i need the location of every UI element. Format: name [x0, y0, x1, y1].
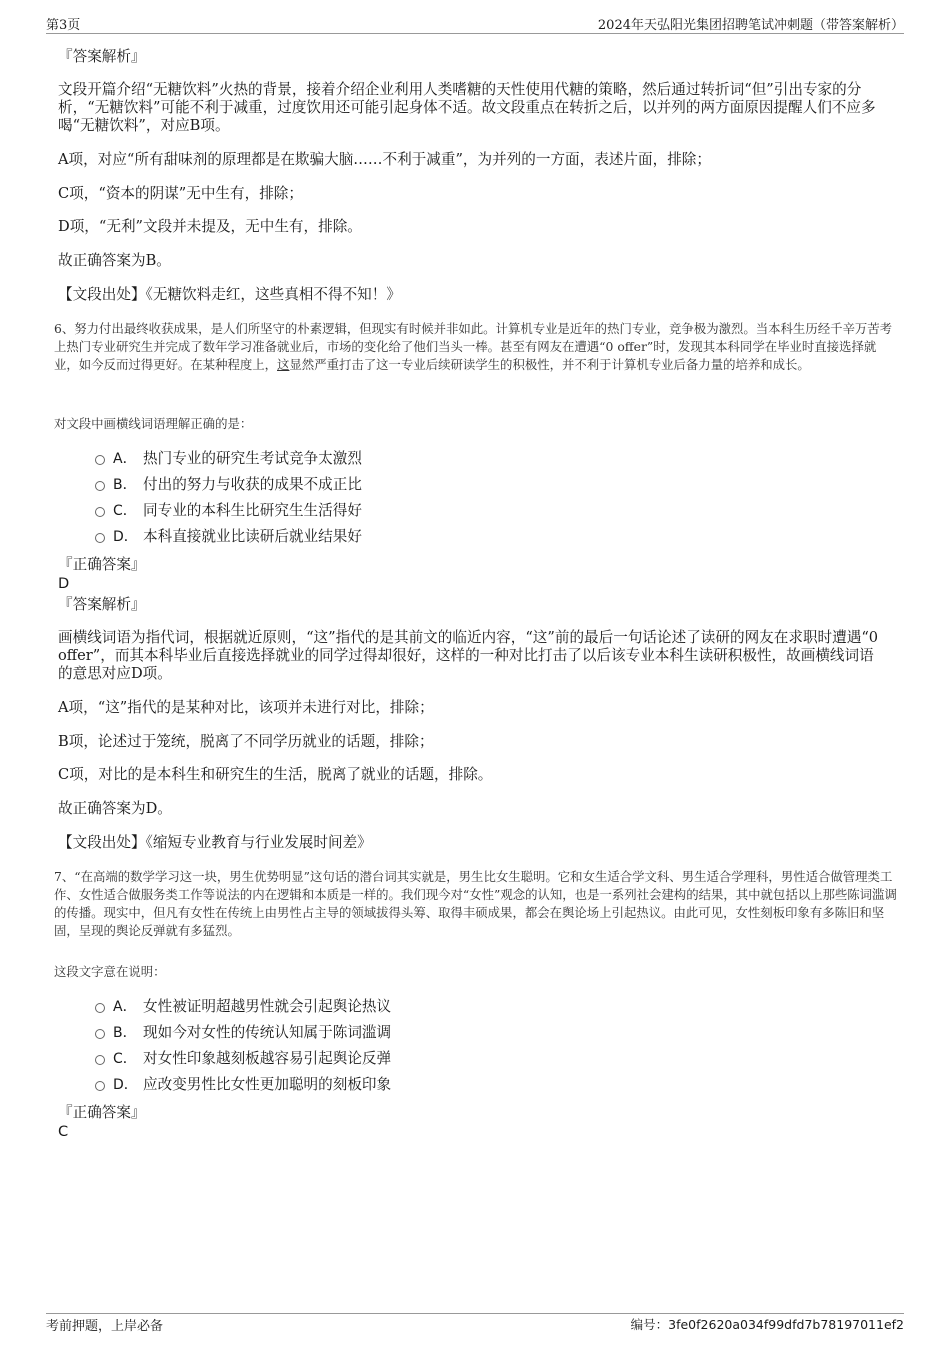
option-c-analysis: C项，对比的是本科生和研究生的生活，脱离了就业的话题，排除。: [58, 766, 493, 783]
q6-option-d[interactable]: D． 本科直接就业比读研后就业结果好: [95, 528, 362, 546]
q6-option-b[interactable]: B． 付出的努力与收获的成果不成正比: [95, 476, 362, 494]
question-7-text: 7、“在高端的数学学习这一块，男生优势明显”这句话的潜台词其实就是，男生比女生聪明。它和女生适合学文科、男生适合学理科，男性适合做管理类工作、女性适合做服务类工作等说法的内在逻辑和本质是一样的。我们现今对“女性”观念的认知，也是一系列社会建构的结果，其中就包括以上那些陈词滥调的传播。现实中，但凡有女性在传统上由男性占主导的领域拔得头筹、取得丰硕成果，都会在舆论场上引起热议。由此可见，女性刻板印象有多陈旧和坚固，呈现的舆论反弹就有多猛烈。: [54, 869, 897, 938]
conclusion: 故正确答案为B。: [58, 252, 171, 269]
radio-icon[interactable]: [95, 1055, 105, 1065]
correct-answer-label: 『正确答案』: [58, 1104, 146, 1121]
radio-icon[interactable]: [95, 1003, 105, 1013]
option-a-analysis: A项，对应“所有甜味剂的原理都是在欺骗大脑……不利于减重”，为并列的一方面，表述片面，排除；: [58, 151, 711, 168]
source-citation: 【文段出处】《无糖饮料走红，这些真相不得不知！》: [58, 286, 401, 303]
correct-answer: C: [58, 1123, 69, 1140]
footer-slogan: 考前押题，上岸必备: [46, 1319, 164, 1334]
question-6-text: 6、努力付出最终收获成果，是人们所坚守的朴素逻辑，但现实有时候并非如此。计算机专业是近年的热门专业，竞争极为激烈。当本科生历经千辛万苦考上热门专业研究生并完成了数年学习准备就业后，市场的变化给了他们当头一棒。甚至有网友在遭遇“0 offer”时，发现其本科同学在毕业时直接选择就业，如今反而过得更好。在某种程度上，这显然严重打击了这一专业后续研读学生的积极性，并不利于计算机专业后备力量的培养和成长。: [54, 321, 893, 372]
header-divider: [46, 33, 904, 34]
underlined-word: 这: [277, 357, 290, 372]
source-citation: 【文段出处】《缩短专业教育与行业发展时间差》: [58, 834, 372, 851]
option-d-analysis: D项，“无利”文段并未提及，无中生有，排除。: [58, 218, 362, 235]
radio-icon[interactable]: [95, 507, 105, 517]
question-6-prompt: 对文段中画横线词语理解正确的是：: [54, 416, 253, 431]
radio-icon[interactable]: [95, 1081, 105, 1091]
option-b-analysis: B项，论述过于笼统，脱离了不同学历就业的话题，排除；: [58, 733, 434, 750]
document-code: 编号：3fe0f2620a034f99dfd7b78197011ef2: [630, 1317, 904, 1332]
radio-icon[interactable]: [95, 481, 105, 491]
q6-option-a[interactable]: A． 热门专业的研究生考试竞争太激烈: [95, 450, 362, 468]
correct-answer: D: [58, 575, 70, 592]
q7-option-c[interactable]: C． 对女性印象越刻板越容易引起舆论反弹: [95, 1050, 391, 1068]
analysis-label: 『答案解析』: [58, 48, 146, 65]
page-number: 第3页: [46, 18, 81, 33]
option-a-analysis: A项，“这”指代的是某种对比，该项并未进行对比，排除；: [58, 699, 434, 716]
q6-option-c[interactable]: C． 同专业的本科生比研究生生活得好: [95, 502, 362, 520]
radio-icon[interactable]: [95, 533, 105, 543]
option-c-analysis: C项，“资本的阴谋”无中生有，排除；: [58, 185, 303, 202]
question-7-prompt: 这段文字意在说明：: [54, 964, 166, 979]
footer-divider: [46, 1313, 904, 1314]
conclusion: 故正确答案为D。: [58, 800, 172, 817]
q7-option-b[interactable]: B． 现如今对女性的传统认知属于陈词滥调: [95, 1024, 391, 1042]
correct-answer-label: 『正确答案』: [58, 556, 146, 573]
q7-option-a[interactable]: A． 女性被证明超越男性就会引起舆论热议: [95, 998, 391, 1016]
radio-icon[interactable]: [95, 1029, 105, 1039]
q7-option-d[interactable]: D． 应改变男性比女性更加聪明的刻板印象: [95, 1076, 391, 1094]
radio-icon[interactable]: [95, 455, 105, 465]
analysis-paragraph: 文段开篇介绍“无糖饮料”火热的背景，接着介绍企业利用人类嗜糖的天性使用代糖的策略，然后通过转折词“但”引出专家的分析，“无糖饮料”可能不利于减重，过度饮用还可能引起身体不适。故文段重点在转折之后，以并列的两方面原因提醒人们不应多喝“无糖饮料”，对应B项。: [58, 81, 876, 134]
analysis-label: 『答案解析』: [58, 596, 146, 613]
analysis-paragraph: 画横线词语为指代词，根据就近原则，“这”指代的是其前文的临近内容，“这”前的最后一句话论述了读研的网友在求职时遭遇“0 offer”，而其本科毕业后直接选择就业的同学过得却很好，这样的一种对比打击了以后该专业本科生读研积极性，故画横线词语的意思对应D项。: [58, 629, 879, 682]
page-header: [46, 12, 904, 32]
document-title: 2024年天弘阳光集团招聘笔试冲刺题（带答案解析）: [597, 18, 904, 33]
